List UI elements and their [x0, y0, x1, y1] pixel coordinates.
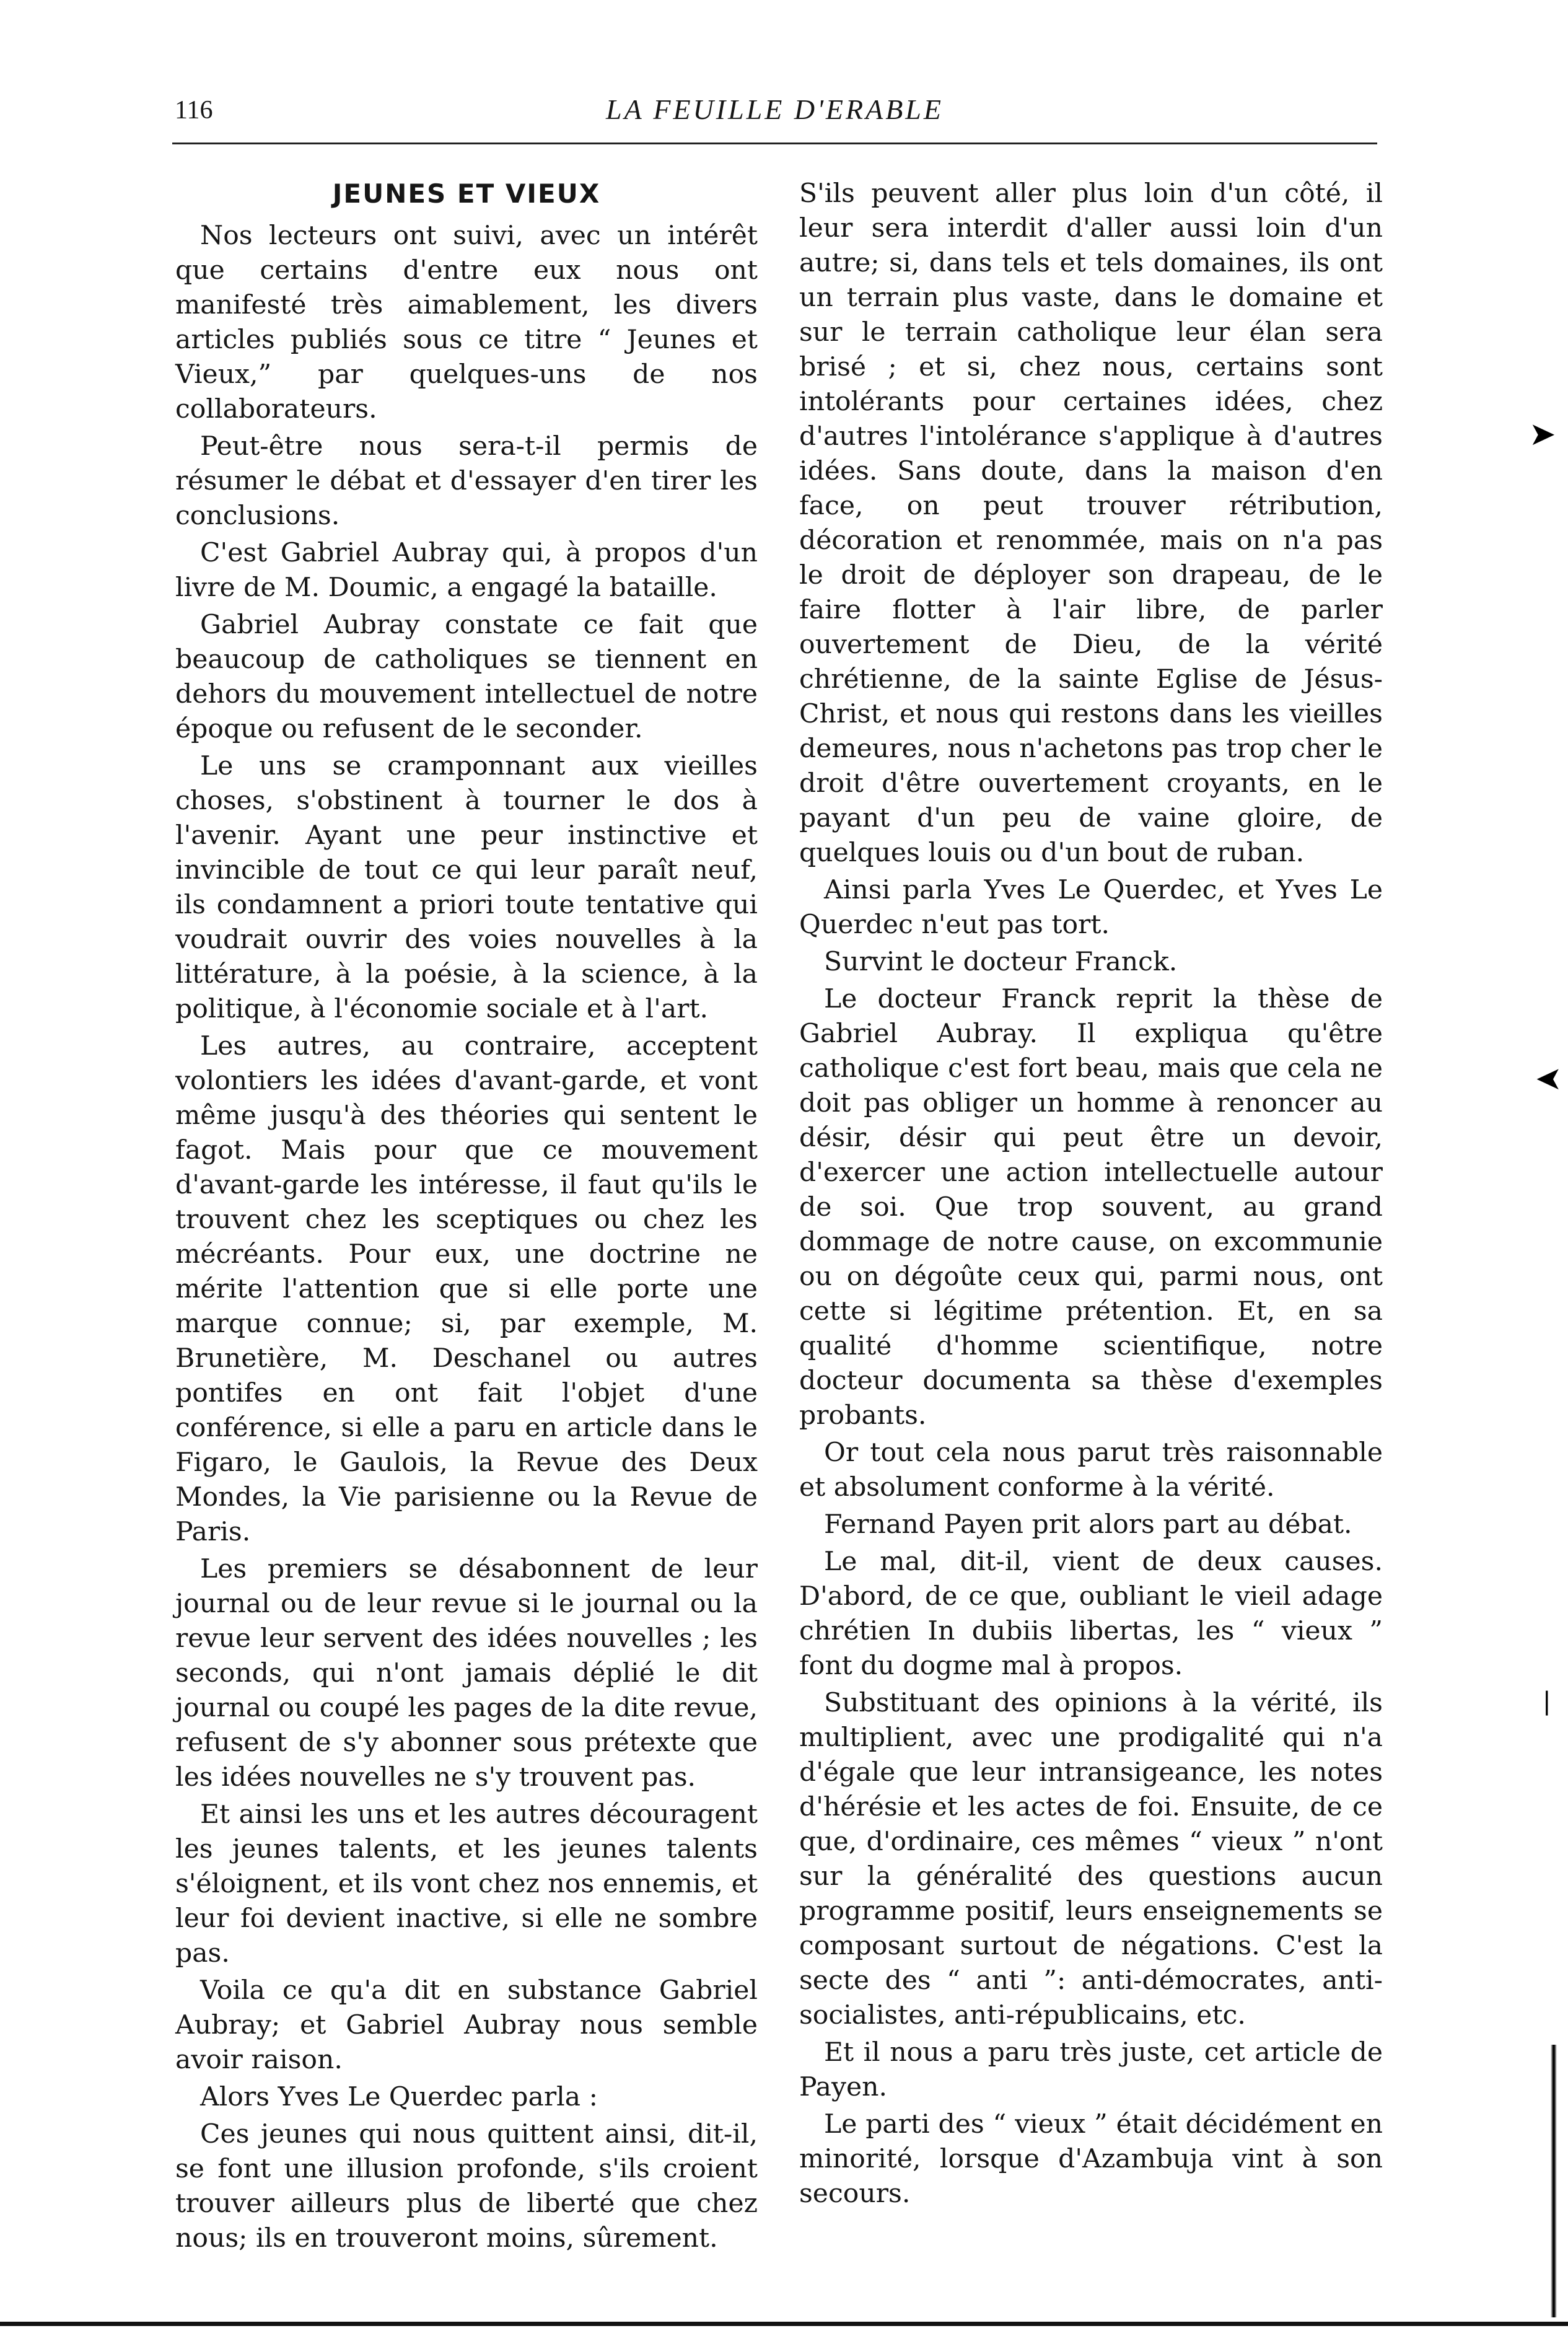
paragraph: Survint le docteur Franck.: [824, 947, 1178, 977]
paragraph: Le uns se cramponnant aux vieilles choses, s'obstinent à tourner le dos à l'avenir. Ayant une peur instinctive et invincible de tout ce qui leur paraît neuf, ils condamnent a priori toute tentative qui voudrait ouvrir des voies nouvelles à la littérature, à la poésie, à la science, à la politique, à l'économie sociale et à l'art.: [175, 751, 758, 1024]
paragraph: Ces jeunes qui nous quittent ainsi, dit-il, se font une illusion profonde, s'ils croient trouver ailleurs plus de liberté que chez nous; ils en trouveront moins, sûrement.: [175, 2119, 758, 2254]
paragraph: Peut-être nous sera-t-il permis de résumer le débat et d'essayer d'en tirer les conclusions.: [175, 431, 758, 531]
paragraph: Or tout cela nous parut très raisonnable et absolument conforme à la vérité.: [799, 1438, 1383, 1503]
paragraph: Le docteur Franck reprit la thèse de Gabriel Aubray. Il expliqua qu'être catholique c'est fort beau, mais que cela ne doit pas obliger un homme à renoncer au désir, désir qui peut être un devoir, d'exercer une action intellectuelle autour de soi. Que trop souvent, au grand dommage de notre cause, on excommunie ou on dégoûte ceux qui, parmi nous, ont cette si légitime prétention. Et, en sa qualité d'homme scientifique, notre docteur documenta sa thèse d'exemples probants.: [799, 984, 1383, 1431]
paragraph: C'est Gabriel Aubray qui, à propos d'un livre de M. Doumic, a engagé la bataille.: [175, 538, 758, 603]
paragraph: Fernand Payen prit alors part au débat.: [824, 1509, 1352, 1540]
running-title: LA FEUILLE D'ERABLE: [606, 94, 944, 125]
margin-arrow-icon: ➤: [1529, 416, 1556, 453]
paragraph: Alors Yves Le Querdec parla :: [200, 2082, 598, 2112]
page-number: 116: [175, 96, 213, 125]
paragraph: Voila ce qu'a dit en substance Gabriel Aubray; et Gabriel Aubray nous semble avoir raison.: [175, 1975, 758, 2075]
paragraph: Et il nous a paru très juste, cet article de Payen.: [799, 2037, 1383, 2102]
paragraph: Les premiers se désabonnent de leur journal ou de leur revue si le journal ou la revue leur servent des idées nouvelles ; les seconds, qui n'ont jamais déplié le dit journal ou coupé les pages de la dite revue, refusent de s'y abonner sous prétexte que les idées nouvelles ne s'y trouvent pas.: [175, 1554, 758, 1793]
paragraph: Le parti des “ vieux ” était décidément en minorité, lorsque d'Azambuja vint à son secours.: [799, 2109, 1383, 2209]
paragraph: Gabriel Aubray constate ce fait que beaucoup de catholiques se tiennent en dehors du mouvement intellectuel de notre époque ou refusent de le seconder.: [175, 610, 758, 744]
paragraph: Et ainsi les uns et les autres découragent les jeunes talents, et les jeunes talents s'éloignent, et ils vont chez nos ennemis, et leur foi devient inactive, si elle ne sombre pas.: [175, 1799, 758, 1969]
left-column: [175, 177, 758, 2259]
paragraph: Nos lecteurs ont suivi, avec un intérêt que certains d'entre eux nous ont manifesté très aimablement, les divers articles publiés sous ce titre “ Jeunes et Vieux,” par quelques-uns de nos collaborateurs.: [175, 221, 758, 424]
margin-mark-icon: ❘: [1536, 1687, 1557, 1716]
margin-arrow-icon: ➤: [1535, 1060, 1562, 1097]
scan-edge: [1551, 2045, 1557, 2317]
paragraph: Ainsi parla Yves Le Querdec, et Yves Le Querdec n'eut pas tort.: [799, 875, 1383, 940]
article-title: JEUNES ET VIEUX: [332, 178, 601, 209]
right-column: [799, 177, 1383, 2214]
paragraph-continuation: S'ils peuvent aller plus loin d'un côté, il leur sera interdit d'aller aussi loin d'un autre; si, dans tels et tels domaines, ils ont un terrain plus vaste, dans le domaine et sur le terrain catholique leur élan sera brisé ; et si, chez nous, certains sont intolérants pour certaines idées, chez d'autres l'intolérance s'applique à d'autres idées. Sans doute, dans la maison d'en face, on peut trouver rétribution, décoration et renommée, mais on n'a pas le droit de déployer son drapeau, de le faire flotter à l'air libre, de parler ouvertement de Dieu, de la vérité chrétienne, de la sainte Eglise de Jésus-Christ, et nous qui restons dans les vieilles demeures, nous n'achetons pas trop cher le droit d'être ouvertement croyants, en le payant d'un peu de vaine gloire, de quelques louis ou d'un bout de ruban.: [799, 178, 1383, 868]
paragraph: Le mal, dit-il, vient de deux causes. D'abord, de ce que, oubliant le vieil adage chrétien In dubiis libertas, les “ vieux ” font du dogme mal à propos.: [799, 1547, 1383, 1681]
paragraph: Substituant des opinions à la vérité, ils multiplient, avec une prodigalité qui n'a d'égale que leur intransigeance, les notes d'hérésie et les actes de foi. Ensuite, de ce que, d'ordinaire, ces mêmes “ vieux ” n'ont sur la généralité des questions aucun programme positif, leurs enseignements se composant surtout de négations. C'est la secte des “ anti ”: anti-démocrates, anti-socialistes, anti-républicains, etc.: [799, 1688, 1383, 2030]
paragraph: Les autres, au contraire, acceptent volontiers les idées d'avant-garde, et vont même jusqu'à des théories qui sentent le fagot. Mais pour que ce mouvement d'avant-garde les intéresse, il faut qu'ils le trouvent chez les sceptiques ou chez les mécréants. Pour eux, une doctrine ne mérite l'attention que si elle porte une marque connue; si, par exemple, M. Brunetière, M. Deschanel ou autres pontifes en ont fait l'objet d'une conférence, si elle a paru en article dans le Figaro, le Gaulois, la Revue des Deux Mondes, la Vie parisienne ou la Revue de Paris.: [175, 1031, 758, 1547]
bottom-scan-rule: [0, 2322, 1568, 2326]
page-header: [172, 93, 1377, 144]
